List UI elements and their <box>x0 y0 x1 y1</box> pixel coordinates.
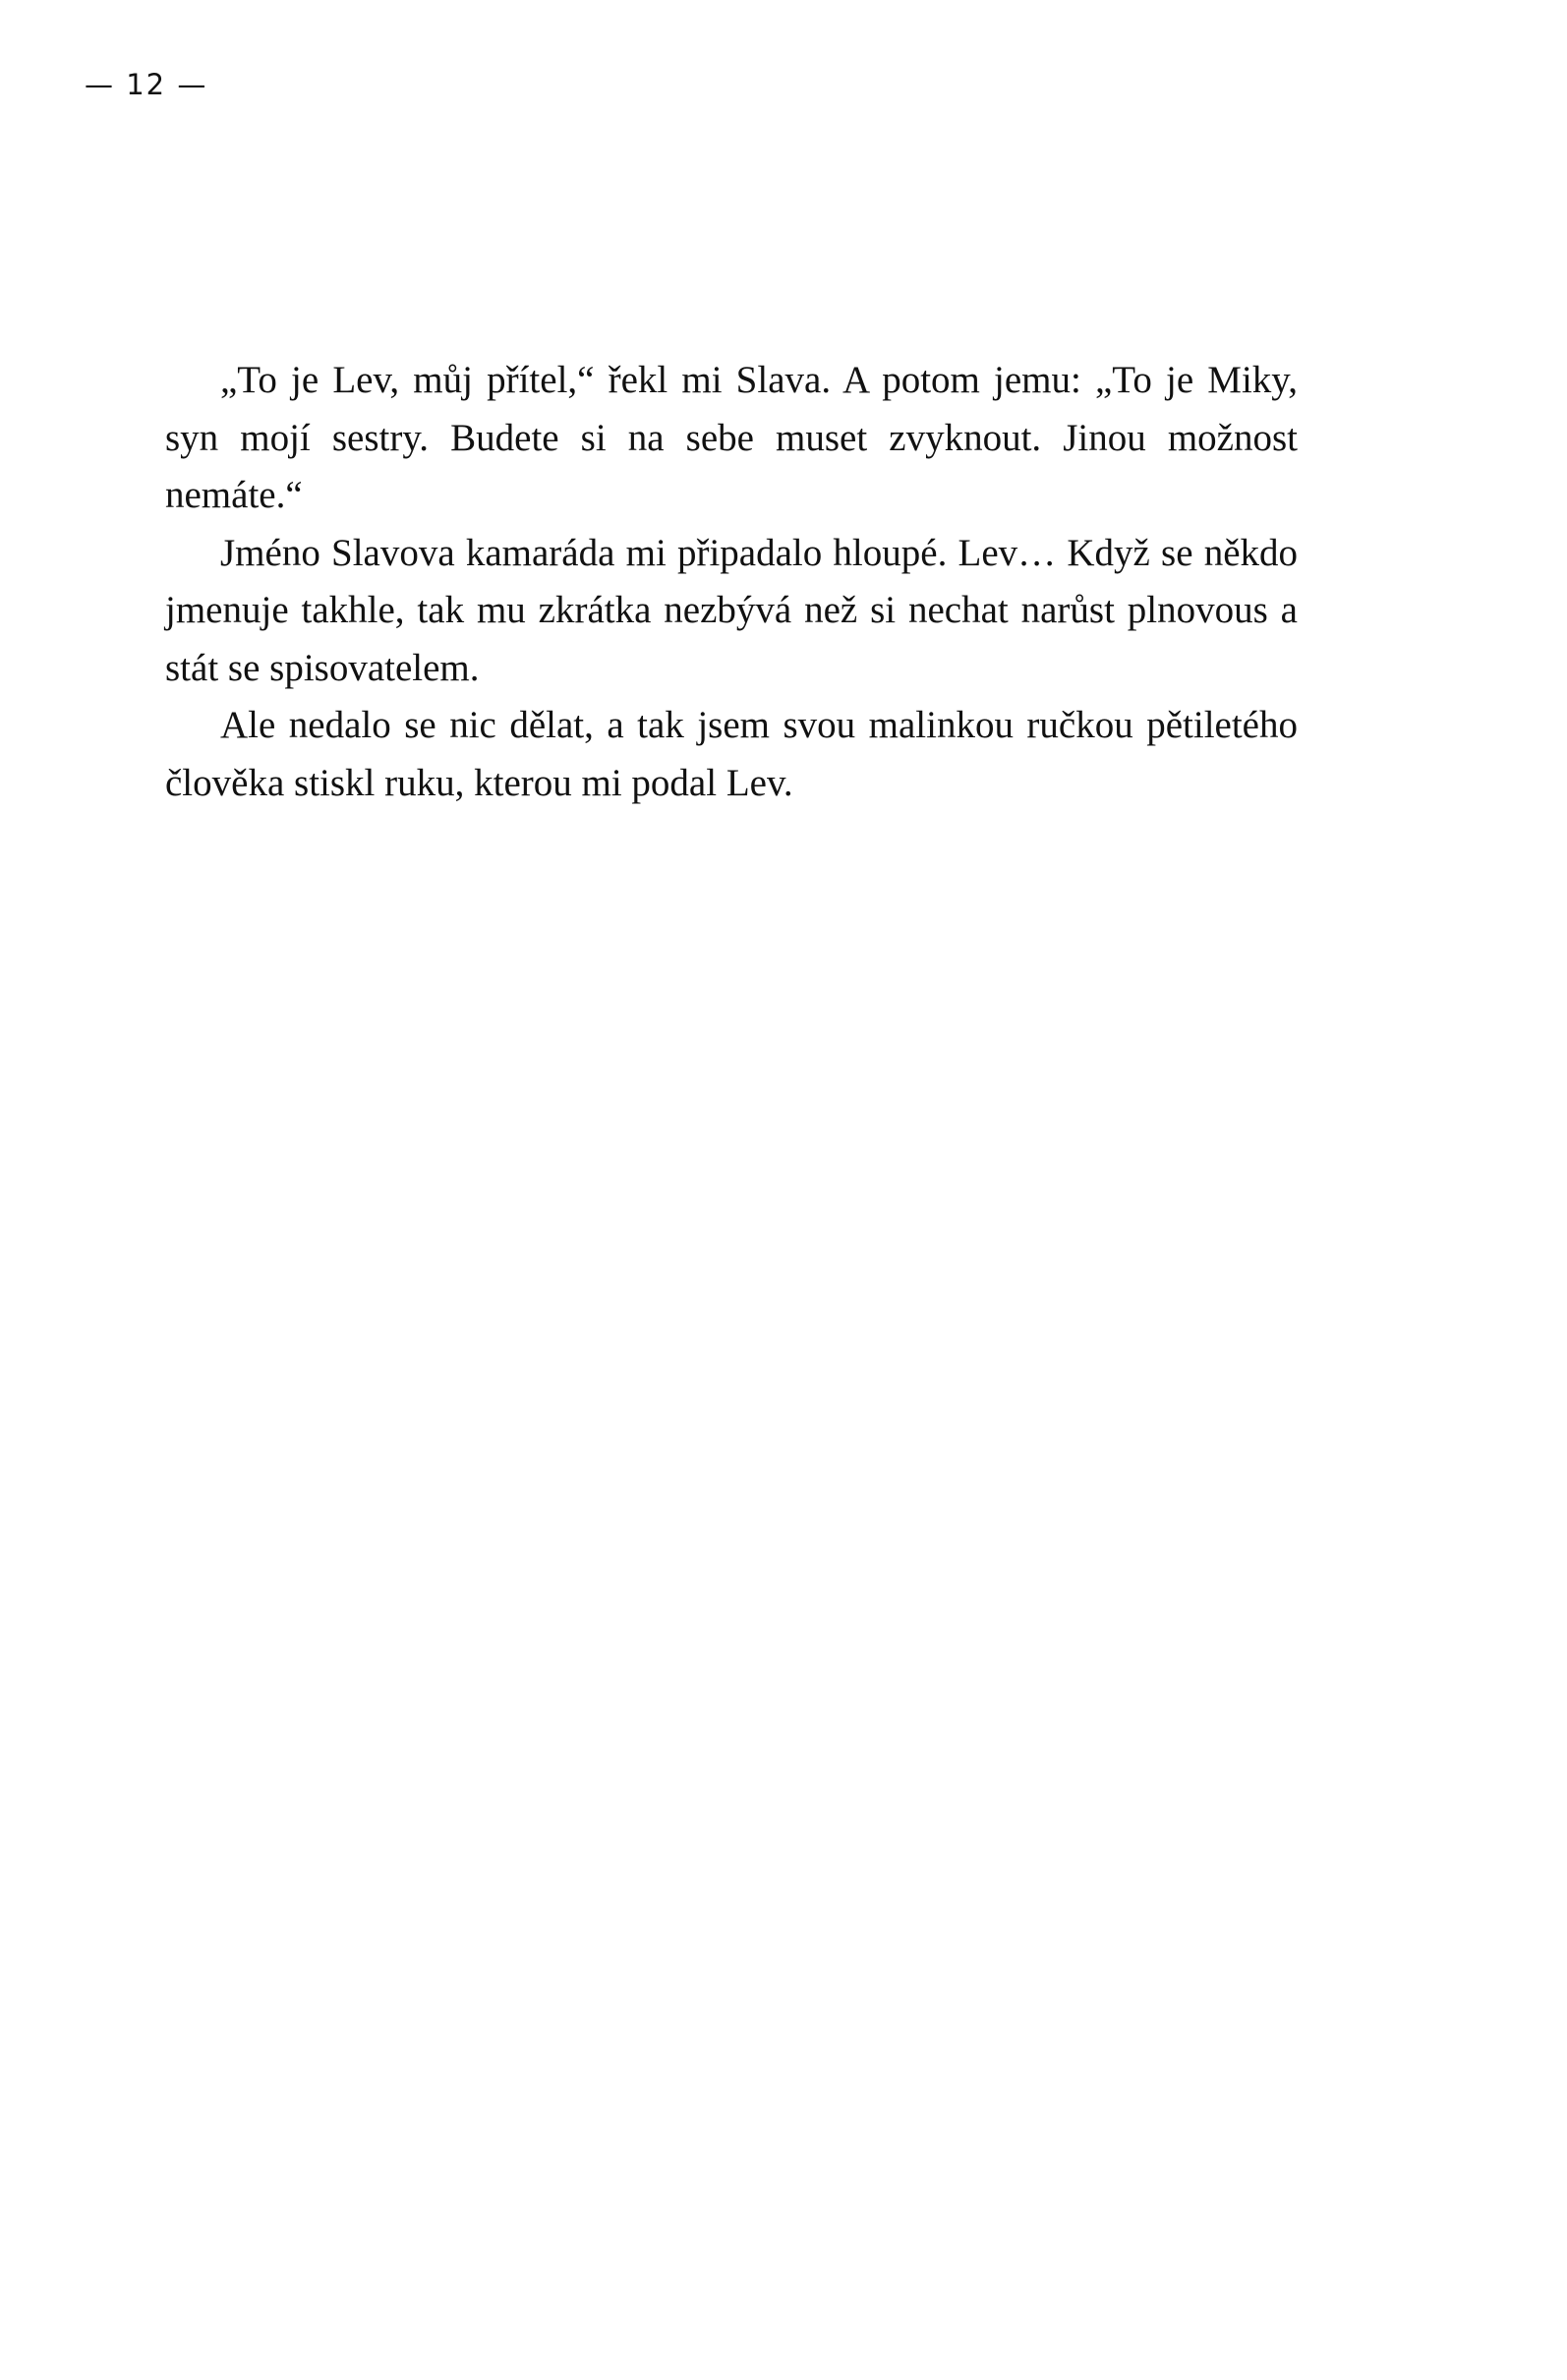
body-text <box>165 352 1298 812</box>
paragraph-3: Ale nedalo se nic dělat, a tak jsem svou malinkou ručkou pětiletého člověka stiskl ruku, kterou mi podal Lev. <box>165 704 1298 804</box>
paragraph-1: „To je Lev, můj přítel,“ řekl mi Slava. A potom jemu: „To je Miky, syn mojí sestry. Budete si na sebe muset zvyknout. Jinou možnost nemáte.“ <box>165 359 1298 516</box>
paragraph-2: Jméno Slavova kamaráda mi připadalo hloupé. Lev… Když se někdo jmenuje takhle, tak mu zkrátka nezbývá než si nechat narůst plnovous a stát se spisovatelem. <box>165 531 1298 689</box>
page-number: — 12 — <box>85 68 208 101</box>
